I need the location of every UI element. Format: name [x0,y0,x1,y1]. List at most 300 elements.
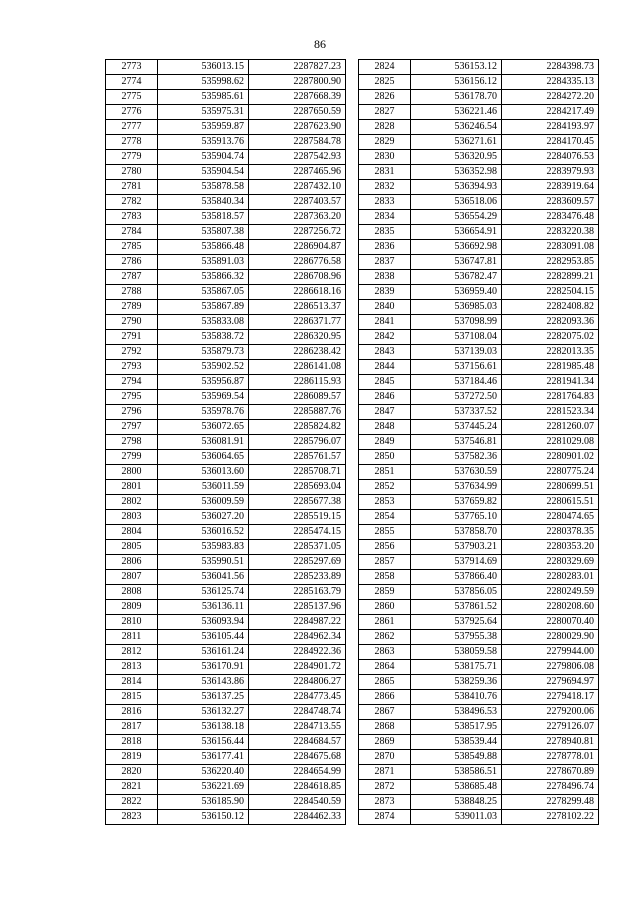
point-number-cell: 2814 [106,675,158,690]
x-coordinate-cell: 536125.74 [158,585,249,600]
x-coordinate-cell: 535902.52 [158,360,249,375]
table-row [359,285,599,300]
point-number-cell: 2838 [359,270,411,285]
x-coordinate-cell: 536554.29 [411,210,502,225]
table-row [359,645,599,660]
y-coordinate-cell: 2285887.76 [249,405,346,420]
table-row [106,150,346,165]
point-number-cell: 2862 [359,630,411,645]
point-number-cell: 2818 [106,735,158,750]
y-coordinate-cell: 2280615.51 [502,495,599,510]
x-coordinate-cell: 538517.95 [411,720,502,735]
table-row [106,225,346,240]
table-row [359,150,599,165]
x-coordinate-cell: 536105.44 [158,630,249,645]
point-number-cell: 2810 [106,615,158,630]
table-row [106,600,346,615]
point-number-cell: 2813 [106,660,158,675]
x-coordinate-cell: 535867.89 [158,300,249,315]
coordinates-table-left [105,59,346,825]
point-number-cell: 2860 [359,600,411,615]
y-coordinate-cell: 2286776.58 [249,255,346,270]
point-number-cell: 2783 [106,210,158,225]
y-coordinate-cell: 2287650.59 [249,105,346,120]
y-coordinate-cell: 2284654.99 [249,765,346,780]
table-row [106,90,346,105]
table-row [106,405,346,420]
point-number-cell: 2808 [106,585,158,600]
x-coordinate-cell: 539011.03 [411,810,502,825]
x-coordinate-cell: 535983.83 [158,540,249,555]
point-number-cell: 2812 [106,645,158,660]
x-coordinate-cell: 536041.56 [158,570,249,585]
table-row [359,525,599,540]
y-coordinate-cell: 2287256.72 [249,225,346,240]
point-number-cell: 2805 [106,540,158,555]
x-coordinate-cell: 536013.60 [158,465,249,480]
x-coordinate-cell: 536220.40 [158,765,249,780]
x-coordinate-cell: 535959.87 [158,120,249,135]
point-number-cell: 2872 [359,780,411,795]
point-number-cell: 2869 [359,735,411,750]
x-coordinate-cell: 537914.69 [411,555,502,570]
y-coordinate-cell: 2282075.02 [502,330,599,345]
y-coordinate-cell: 2287465.96 [249,165,346,180]
point-number-cell: 2871 [359,765,411,780]
y-coordinate-cell: 2283979.93 [502,165,599,180]
y-coordinate-cell: 2281941.34 [502,375,599,390]
y-coordinate-cell: 2284922.36 [249,645,346,660]
point-number-cell: 2843 [359,345,411,360]
x-coordinate-cell: 536156.12 [411,75,502,90]
y-coordinate-cell: 2285233.89 [249,570,346,585]
table-row [106,720,346,735]
y-coordinate-cell: 2283220.38 [502,225,599,240]
x-coordinate-cell: 535969.54 [158,390,249,405]
x-coordinate-cell: 536177.41 [158,750,249,765]
table-row [106,255,346,270]
x-coordinate-cell: 536654.91 [411,225,502,240]
table-row [106,735,346,750]
point-number-cell: 2789 [106,300,158,315]
point-number-cell: 2847 [359,405,411,420]
table-row [106,195,346,210]
x-coordinate-cell: 536178.70 [411,90,502,105]
point-number-cell: 2809 [106,600,158,615]
table-row [359,660,599,675]
x-coordinate-cell: 536161.24 [158,645,249,660]
x-coordinate-cell: 536747.81 [411,255,502,270]
y-coordinate-cell: 2280249.59 [502,585,599,600]
table-row [106,345,346,360]
y-coordinate-cell: 2281029.08 [502,435,599,450]
y-coordinate-cell: 2279126.07 [502,720,599,735]
table-row [359,300,599,315]
point-number-cell: 2811 [106,630,158,645]
table-row [106,810,346,825]
y-coordinate-cell: 2282013.35 [502,345,599,360]
x-coordinate-cell: 536072.65 [158,420,249,435]
table-row [106,540,346,555]
point-number-cell: 2839 [359,285,411,300]
point-number-cell: 2826 [359,90,411,105]
table-row [106,375,346,390]
y-coordinate-cell: 2284272.20 [502,90,599,105]
y-coordinate-cell: 2280901.02 [502,450,599,465]
x-coordinate-cell: 535956.87 [158,375,249,390]
y-coordinate-cell: 2279200.06 [502,705,599,720]
x-coordinate-cell: 536185.90 [158,795,249,810]
y-coordinate-cell: 2285163.79 [249,585,346,600]
y-coordinate-cell: 2284773.45 [249,690,346,705]
table-row [106,420,346,435]
y-coordinate-cell: 2280775.24 [502,465,599,480]
point-number-cell: 2791 [106,330,158,345]
point-number-cell: 2817 [106,720,158,735]
y-coordinate-cell: 2284540.59 [249,795,346,810]
table-row [359,810,599,825]
point-number-cell: 2794 [106,375,158,390]
coordinates-table-right-body [359,60,599,825]
table-row [359,450,599,465]
point-number-cell: 2874 [359,810,411,825]
y-coordinate-cell: 2282899.21 [502,270,599,285]
table-row [359,90,599,105]
table-row [359,585,599,600]
point-number-cell: 2867 [359,705,411,720]
y-coordinate-cell: 2279806.08 [502,660,599,675]
x-coordinate-cell: 536013.15 [158,60,249,75]
y-coordinate-cell: 2280029.90 [502,630,599,645]
x-coordinate-cell: 536782.47 [411,270,502,285]
point-number-cell: 2807 [106,570,158,585]
table-row [106,390,346,405]
table-row [106,780,346,795]
x-coordinate-cell: 537445.24 [411,420,502,435]
point-number-cell: 2836 [359,240,411,255]
point-number-cell: 2816 [106,705,158,720]
table-row [359,765,599,780]
point-number-cell: 2795 [106,390,158,405]
table-row [359,210,599,225]
table-row [359,75,599,90]
point-number-cell: 2819 [106,750,158,765]
point-number-cell: 2790 [106,315,158,330]
table-row [106,60,346,75]
y-coordinate-cell: 2287827.23 [249,60,346,75]
table-row [359,330,599,345]
y-coordinate-cell: 2285796.07 [249,435,346,450]
x-coordinate-cell: 536081.91 [158,435,249,450]
x-coordinate-cell: 535879.73 [158,345,249,360]
x-coordinate-cell: 535891.03 [158,255,249,270]
x-coordinate-cell: 537925.64 [411,615,502,630]
table-row [106,135,346,150]
y-coordinate-cell: 2280329.69 [502,555,599,570]
table-row [106,270,346,285]
point-number-cell: 2857 [359,555,411,570]
table-row [359,435,599,450]
table-row [106,690,346,705]
y-coordinate-cell: 2286238.42 [249,345,346,360]
table-row [106,240,346,255]
x-coordinate-cell: 536136.11 [158,600,249,615]
point-number-cell: 2780 [106,165,158,180]
y-coordinate-cell: 2283919.64 [502,180,599,195]
table-row [106,750,346,765]
point-number-cell: 2798 [106,435,158,450]
table-row [359,600,599,615]
x-coordinate-cell: 537337.52 [411,405,502,420]
point-number-cell: 2777 [106,120,158,135]
x-coordinate-cell: 536093.94 [158,615,249,630]
x-coordinate-cell: 535978.76 [158,405,249,420]
y-coordinate-cell: 2284987.22 [249,615,346,630]
x-coordinate-cell: 537634.99 [411,480,502,495]
y-coordinate-cell: 2284713.55 [249,720,346,735]
table-row [106,495,346,510]
x-coordinate-cell: 536150.12 [158,810,249,825]
y-coordinate-cell: 2286115.93 [249,375,346,390]
point-number-cell: 2834 [359,210,411,225]
table-row [106,660,346,675]
x-coordinate-cell: 535838.72 [158,330,249,345]
x-coordinate-cell: 537858.70 [411,525,502,540]
x-coordinate-cell: 537765.10 [411,510,502,525]
point-number-cell: 2845 [359,375,411,390]
y-coordinate-cell: 2284675.68 [249,750,346,765]
y-coordinate-cell: 2284806.27 [249,675,346,690]
point-number-cell: 2859 [359,585,411,600]
point-number-cell: 2799 [106,450,158,465]
point-number-cell: 2868 [359,720,411,735]
x-coordinate-cell: 535818.57 [158,210,249,225]
x-coordinate-cell: 535985.61 [158,90,249,105]
y-coordinate-cell: 2285761.57 [249,450,346,465]
y-coordinate-cell: 2281764.83 [502,390,599,405]
x-coordinate-cell: 535878.58 [158,180,249,195]
x-coordinate-cell: 536959.40 [411,285,502,300]
y-coordinate-cell: 2282093.36 [502,315,599,330]
table-row [106,120,346,135]
y-coordinate-cell: 2279694.97 [502,675,599,690]
table-row [106,570,346,585]
point-number-cell: 2784 [106,225,158,240]
table-row [106,465,346,480]
y-coordinate-cell: 2285474.15 [249,525,346,540]
y-coordinate-cell: 2283609.57 [502,195,599,210]
table-row [106,330,346,345]
y-coordinate-cell: 2286708.96 [249,270,346,285]
point-number-cell: 2841 [359,315,411,330]
table-row [359,390,599,405]
point-number-cell: 2786 [106,255,158,270]
point-number-cell: 2792 [106,345,158,360]
point-number-cell: 2801 [106,480,158,495]
y-coordinate-cell: 2286141.08 [249,360,346,375]
x-coordinate-cell: 537156.61 [411,360,502,375]
y-coordinate-cell: 2278496.74 [502,780,599,795]
point-number-cell: 2833 [359,195,411,210]
point-number-cell: 2802 [106,495,158,510]
table-row [106,180,346,195]
point-number-cell: 2849 [359,435,411,450]
x-coordinate-cell: 537630.59 [411,465,502,480]
x-coordinate-cell: 538059.58 [411,645,502,660]
y-coordinate-cell: 2282953.85 [502,255,599,270]
point-number-cell: 2840 [359,300,411,315]
table-row [106,675,346,690]
table-row [359,720,599,735]
point-number-cell: 2827 [359,105,411,120]
y-coordinate-cell: 2284193.97 [502,120,599,135]
point-number-cell: 2796 [106,405,158,420]
point-number-cell: 2821 [106,780,158,795]
table-row [359,735,599,750]
x-coordinate-cell: 538410.76 [411,690,502,705]
x-coordinate-cell: 536394.93 [411,180,502,195]
x-coordinate-cell: 535866.48 [158,240,249,255]
y-coordinate-cell: 2285519.15 [249,510,346,525]
x-coordinate-cell: 537856.05 [411,585,502,600]
table-row [359,555,599,570]
point-number-cell: 2856 [359,540,411,555]
y-coordinate-cell: 2284217.49 [502,105,599,120]
table-row [359,675,599,690]
y-coordinate-cell: 2280378.35 [502,525,599,540]
table-row [106,525,346,540]
table-row [359,495,599,510]
table-row [106,360,346,375]
x-coordinate-cell: 537659.82 [411,495,502,510]
y-coordinate-cell: 2284901.72 [249,660,346,675]
y-coordinate-cell: 2280474.65 [502,510,599,525]
y-coordinate-cell: 2284398.73 [502,60,599,75]
table-row [106,510,346,525]
table-row [359,360,599,375]
point-number-cell: 2832 [359,180,411,195]
table-row [359,570,599,585]
y-coordinate-cell: 2286371.77 [249,315,346,330]
y-coordinate-cell: 2285297.69 [249,555,346,570]
y-coordinate-cell: 2285693.04 [249,480,346,495]
x-coordinate-cell: 536138.18 [158,720,249,735]
table-row [359,465,599,480]
point-number-cell: 2775 [106,90,158,105]
table-row [106,75,346,90]
table-row [359,225,599,240]
y-coordinate-cell: 2280699.51 [502,480,599,495]
x-coordinate-cell: 537108.04 [411,330,502,345]
point-number-cell: 2822 [106,795,158,810]
table-row [106,795,346,810]
point-number-cell: 2864 [359,660,411,675]
x-coordinate-cell: 535998.62 [158,75,249,90]
x-coordinate-cell: 535913.76 [158,135,249,150]
x-coordinate-cell: 536064.65 [158,450,249,465]
table-row [106,165,346,180]
y-coordinate-cell: 2287363.20 [249,210,346,225]
point-number-cell: 2853 [359,495,411,510]
point-number-cell: 2788 [106,285,158,300]
x-coordinate-cell: 536143.86 [158,675,249,690]
coordinates-table-left-body [106,60,346,825]
x-coordinate-cell: 537272.50 [411,390,502,405]
x-coordinate-cell: 536221.69 [158,780,249,795]
y-coordinate-cell: 2286320.95 [249,330,346,345]
y-coordinate-cell: 2286513.37 [249,300,346,315]
point-number-cell: 2806 [106,555,158,570]
point-number-cell: 2865 [359,675,411,690]
table-row [359,240,599,255]
x-coordinate-cell: 538586.51 [411,765,502,780]
point-number-cell: 2785 [106,240,158,255]
table-row [359,705,599,720]
table-row [359,345,599,360]
y-coordinate-cell: 2281985.48 [502,360,599,375]
table-row [359,690,599,705]
table-row [359,165,599,180]
point-number-cell: 2866 [359,690,411,705]
table-row [359,615,599,630]
x-coordinate-cell: 536156.44 [158,735,249,750]
table-row [359,630,599,645]
point-number-cell: 2804 [106,525,158,540]
point-number-cell: 2782 [106,195,158,210]
y-coordinate-cell: 2287668.39 [249,90,346,105]
x-coordinate-cell: 537546.81 [411,435,502,450]
x-coordinate-cell: 538175.71 [411,660,502,675]
table-row [106,765,346,780]
x-coordinate-cell: 537866.40 [411,570,502,585]
x-coordinate-cell: 536027.20 [158,510,249,525]
x-coordinate-cell: 535975.31 [158,105,249,120]
y-coordinate-cell: 2287584.78 [249,135,346,150]
x-coordinate-cell: 535840.34 [158,195,249,210]
y-coordinate-cell: 2287800.90 [249,75,346,90]
y-coordinate-cell: 2285824.82 [249,420,346,435]
x-coordinate-cell: 536985.03 [411,300,502,315]
point-number-cell: 2835 [359,225,411,240]
x-coordinate-cell: 536352.98 [411,165,502,180]
y-coordinate-cell: 2287403.57 [249,195,346,210]
table-row [359,270,599,285]
table-row [106,480,346,495]
table-row [106,300,346,315]
table-row [359,405,599,420]
point-number-cell: 2825 [359,75,411,90]
y-coordinate-cell: 2287432.10 [249,180,346,195]
table-row [359,105,599,120]
table-row [106,705,346,720]
point-number-cell: 2820 [106,765,158,780]
x-coordinate-cell: 538259.36 [411,675,502,690]
table-row [106,435,346,450]
point-number-cell: 2787 [106,270,158,285]
y-coordinate-cell: 2283476.48 [502,210,599,225]
point-number-cell: 2850 [359,450,411,465]
y-coordinate-cell: 2287542.93 [249,150,346,165]
x-coordinate-cell: 536153.12 [411,60,502,75]
y-coordinate-cell: 2282504.15 [502,285,599,300]
x-coordinate-cell: 535807.38 [158,225,249,240]
y-coordinate-cell: 2280283.01 [502,570,599,585]
table-row [359,510,599,525]
y-coordinate-cell: 2284462.33 [249,810,346,825]
table-row [106,210,346,225]
point-number-cell: 2824 [359,60,411,75]
table-row [359,135,599,150]
